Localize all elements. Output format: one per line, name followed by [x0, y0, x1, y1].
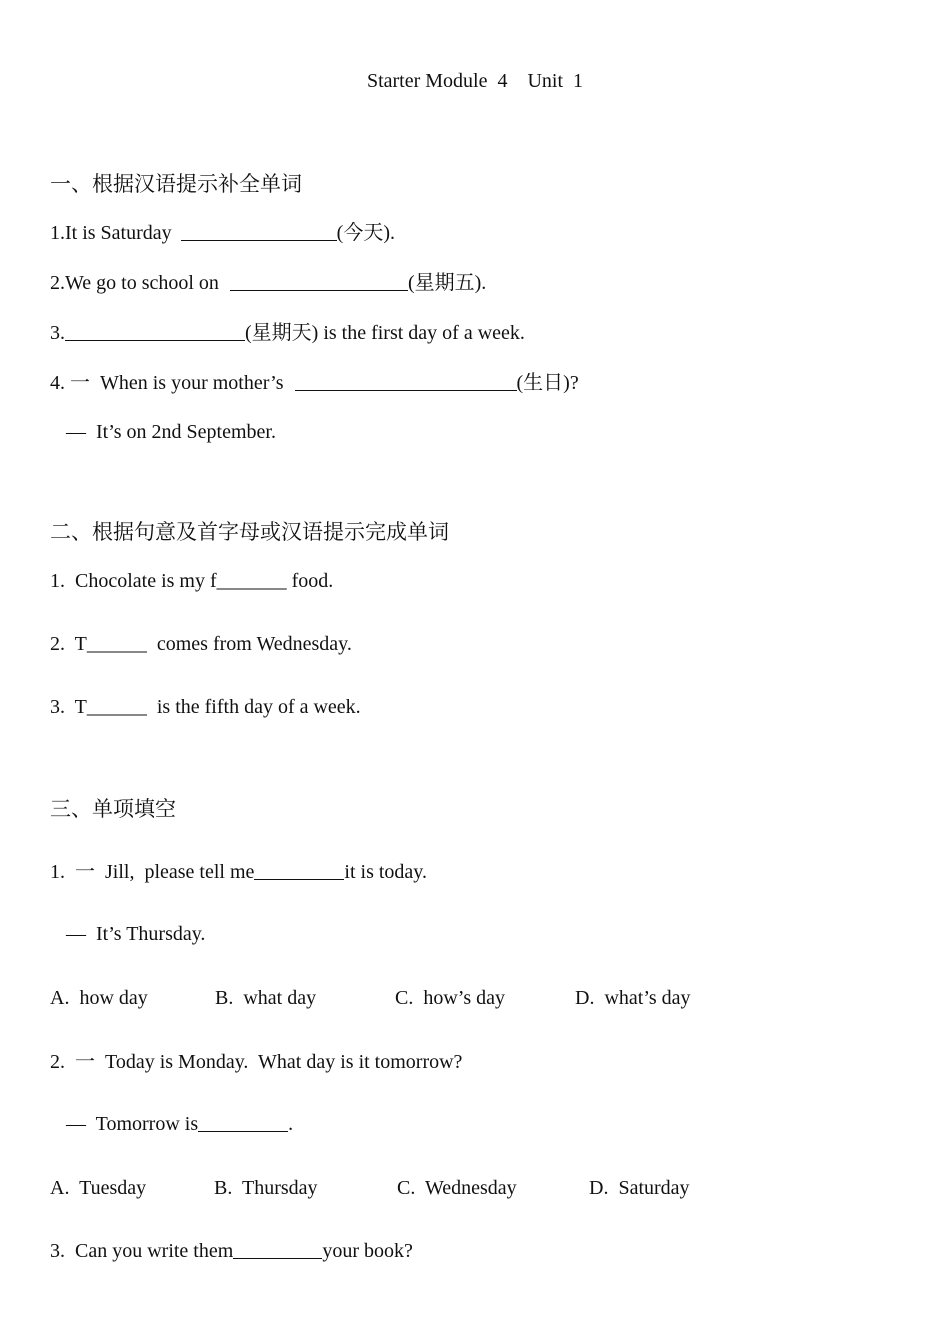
- option-a[interactable]: A. how day: [50, 987, 148, 1009]
- s3-q2-answer: [66, 1111, 293, 1137]
- s2-q1-suffix: food.: [286, 570, 334, 592]
- section-3-heading: 三、单项填空: [50, 797, 176, 821]
- s3-q1-suffix: it is today.: [344, 861, 427, 883]
- section-1-heading: 一、根据汉语提示补全单词: [50, 172, 302, 196]
- s2-q2-text: 2. T: [50, 633, 87, 655]
- s3-q3-text: 3. Can you write them: [50, 1240, 234, 1262]
- s2-q3-suffix: is the fifth day of a week.: [146, 696, 361, 718]
- s3-question-2: 2. 一 Today is Monday. What day is it tomorrow?: [50, 1051, 463, 1073]
- s3-q1-answer: — It’s Thursday.: [66, 923, 206, 945]
- s2-q1-text: 1. Chocolate is my f: [50, 570, 217, 592]
- s3-question-3: [50, 1238, 413, 1264]
- option-c[interactable]: C. Wednesday: [397, 1177, 517, 1199]
- s1-q1-text: 1.It is Saturday: [50, 222, 177, 244]
- section-2-heading: 二、根据句意及首字母或汉语提示完成单词: [50, 520, 449, 544]
- s1-q1-hint: (今天).: [336, 222, 395, 244]
- s1-q2-hint: (星期五).: [407, 272, 487, 294]
- answer-blank[interactable]: [230, 270, 408, 291]
- answer-blank[interactable]: [254, 859, 344, 880]
- s3-q2-answer-suffix: .: [288, 1113, 294, 1135]
- s1-q4-hint: (生日)?: [516, 372, 579, 394]
- s3-q1-options: [50, 985, 750, 1011]
- s1-question-4: [50, 370, 579, 396]
- s3-q2-options: [50, 1175, 750, 1201]
- s1-q4-answer: — It’s on 2nd September.: [66, 421, 276, 443]
- answer-blank[interactable]: [181, 220, 337, 241]
- s3-q3-suffix: your book?: [322, 1240, 413, 1262]
- s2-question-2: [50, 631, 352, 657]
- s1-q2-text: 2.We go to school on: [50, 272, 224, 294]
- s3-question-1: [50, 859, 427, 885]
- answer-blank[interactable]: [233, 1238, 322, 1259]
- option-c[interactable]: C. how’s day: [395, 987, 505, 1009]
- answer-blank[interactable]: ______: [86, 696, 147, 718]
- s1-q4-text: 4. 一 When is your mother’s: [50, 372, 289, 394]
- s1-q3-text: 3.: [50, 322, 65, 344]
- option-a[interactable]: A. Tuesday: [50, 1177, 147, 1199]
- answer-blank[interactable]: _______: [216, 570, 287, 592]
- s1-question-3: [50, 320, 525, 346]
- answer-blank[interactable]: [295, 370, 517, 391]
- option-b[interactable]: B. Thursday: [214, 1177, 318, 1199]
- s1-question-1: [50, 220, 395, 246]
- s1-q3-hint: (星期天) is the first day of a week.: [245, 322, 525, 344]
- answer-blank[interactable]: [198, 1111, 288, 1132]
- page-title: Starter Module 4 Unit 1: [366, 70, 584, 92]
- option-b[interactable]: B. what day: [215, 987, 317, 1009]
- s2-question-3: [50, 694, 361, 720]
- option-d[interactable]: D. what’s day: [575, 987, 691, 1009]
- s1-question-2: [50, 270, 486, 296]
- s3-q2-answer-text: — Tomorrow is: [66, 1113, 199, 1135]
- s2-q3-text: 3. T: [50, 696, 87, 718]
- s2-q2-suffix: comes from Wednesday.: [146, 633, 352, 655]
- s3-q1-text: 1. 一 Jill, please tell me: [50, 861, 255, 883]
- s2-question-1: [50, 568, 333, 594]
- answer-blank[interactable]: [65, 320, 245, 341]
- option-d[interactable]: D. Saturday: [589, 1177, 690, 1199]
- answer-blank[interactable]: ______: [86, 633, 147, 655]
